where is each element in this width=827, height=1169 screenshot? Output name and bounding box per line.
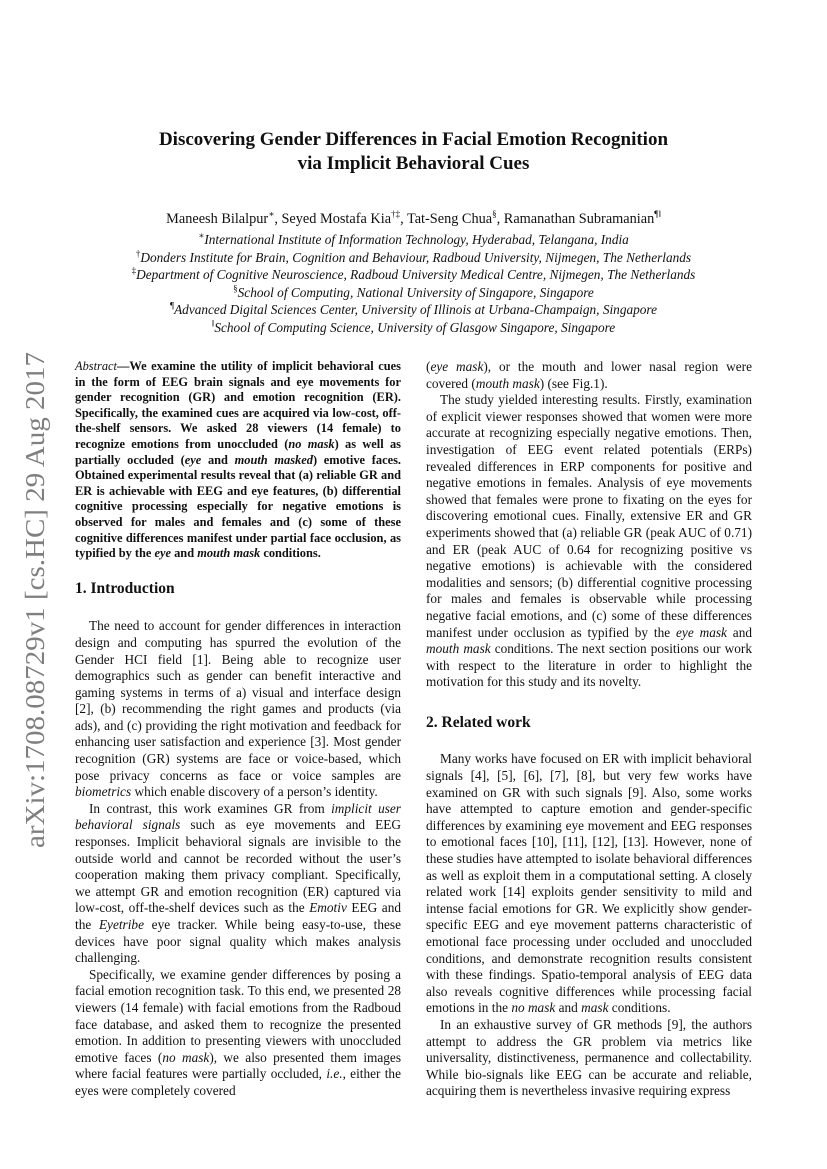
paragraph-emphasis: no mask bbox=[511, 1000, 556, 1016]
abstract bbox=[75, 359, 401, 562]
affiliation-mark: ∗ bbox=[198, 230, 205, 241]
author-name: Maneesh Bilalpur bbox=[166, 211, 269, 227]
abstract-text: ) as well as partially occluded ( bbox=[75, 436, 401, 467]
affiliation bbox=[60, 249, 767, 267]
intro-paragraph-1 bbox=[75, 618, 401, 801]
affiliation bbox=[60, 231, 767, 249]
paragraph-emphasis: mouth mask bbox=[426, 641, 491, 657]
related-work-paragraph-1 bbox=[426, 751, 752, 1017]
abstract-text: and bbox=[201, 452, 235, 467]
abstract-text: and bbox=[171, 546, 198, 561]
paragraph-emphasis: implicit user behavioral signals bbox=[75, 800, 401, 833]
affiliation-text: School of Computing Science, University of Glasgow Singapore, Singapore bbox=[214, 319, 616, 335]
affiliation-mark: ¶ bbox=[169, 300, 175, 311]
paragraph-text: The need to account for gender differences in interaction design and computing has spurred the evolution of the Gender HCI field [1]. Being able to recognize user demographics such as gender can benefit interactive and gaming systems in terms of a) visual and interface design [2], (b) recommending the right games and products (via ads), and (c) providing the right motivation and feedback for enhancing user satisfaction and experience [3]. Most gender recognition (GR) systems are face or voice-based, which pose privacy concerns as face or voice samples are bbox=[75, 618, 401, 783]
title-line-1: Discovering Gender Differences in Facial Emotion Recognition bbox=[158, 129, 669, 150]
abstract-text: —We examine the utility of implicit behavioral cues in the form of EEG brain signals and eye movements for gender recognition (GR) and emotion recognition (ER). Specifically, the examined cues are acquired via low-cost, off-the-shelf sensors. We asked 28 viewers (14 female) to recognize emotions from unoccluded ( bbox=[75, 359, 401, 451]
paragraph-emphasis: no mask bbox=[162, 1049, 210, 1065]
abstract-emphasis: eye bbox=[154, 546, 172, 561]
intro-paragraph-3 bbox=[75, 967, 401, 1100]
abstract-text: ) emotive faces. Obtained experimental results reveal that (a) reliable GR and ER is achievable with EEG and eye features, (b) differential cognitive processing especially for negative emotions is observed for males and females and (c) some of these cognitive differences manifest under partial face occlusion, as typified by the bbox=[75, 452, 401, 561]
affiliation-text: International Institute of Information Technology, Hyderabad, Telangana, India bbox=[204, 232, 629, 247]
paragraph-emphasis: mask bbox=[581, 1000, 609, 1016]
affiliation-list bbox=[60, 231, 767, 337]
abstract-emphasis: no mask bbox=[288, 436, 335, 451]
affiliation bbox=[60, 284, 767, 302]
affiliation-mark: † bbox=[135, 248, 141, 259]
affiliation bbox=[60, 266, 767, 284]
arxiv-identifier-stamp bbox=[2, 350, 60, 850]
paragraph-text: ( bbox=[426, 359, 431, 374]
affiliation bbox=[60, 319, 767, 337]
arxiv-id-text: arXiv:1708.08729v1 [cs.HC] 29 Aug 2017 bbox=[20, 386, 50, 848]
author-name: Tat-Seng Chua bbox=[406, 211, 493, 227]
paragraph-text: conditions. The next section positions our work with respect to the literature in order to highlight the motivation for this study and its novelty. bbox=[426, 641, 752, 690]
paragraph-text: eye tracker. While being easy-to-use, these devices have poor signal quality which makes analysis challenging. bbox=[75, 917, 401, 966]
paragraph-emphasis: mouth mask bbox=[475, 375, 540, 391]
abstract-emphasis: eye bbox=[184, 452, 202, 467]
paragraph-text: ), or the mouth and lower nasal region were covered ( bbox=[426, 359, 753, 391]
right-column bbox=[426, 359, 752, 1100]
affiliation bbox=[60, 301, 767, 319]
affiliation-text: Department of Cognitive Neuroscience, Radboud University Medical Centre, Nijmegen, The Netherlands bbox=[136, 267, 696, 283]
intro-paragraph-4 bbox=[426, 392, 752, 691]
paragraph-text: ), we also presented them images where facial features were partially occluded, bbox=[75, 1049, 402, 1082]
affiliation-text: School of Computing, National University of Singapore, Singapore bbox=[237, 284, 594, 300]
section-heading-introduction: 1. Introduction bbox=[75, 579, 175, 597]
title-line-2: via Implicit Behavioral Cues bbox=[297, 153, 530, 174]
abstract-text: conditions. bbox=[260, 546, 321, 561]
paragraph-text: ) (see Fig.1). bbox=[539, 375, 608, 391]
paragraph-emphasis: Eyetribe bbox=[98, 917, 144, 932]
section-heading-related-work: 2. Related work bbox=[426, 713, 531, 731]
paragraph-text: The study yielded interesting results. Firstly, examination of explicit viewer responses showed that women were more accurate at recognizing especially negative emotions. Then, investigation of EEG event related potentials (ERPs) revealed differences in ERP components for positive and negative emotions in females. Analysis of eye movements showed that females were prone to fixating on the eyes for discovering emotional cues. Finally, extensive ER and GR experiments showed that (a) reliable GR (peak AUC of 0.71) and ER (peak AUC of 0.64 for recognizing positive vs negative emotions) is achievable with the considered modalities and sensors; (b) differential cognitive processing for males and females is observable while processing negative facial emotions, and (c) some of these differences manifest under occlusion as typified by the bbox=[426, 392, 752, 640]
related-work-paragraph-2: In an exhaustive survey of GR methods [9], the authors attempt to address the GR problem via metrics like universality, distinctiveness, permanence and collectability. While bio-signals like EEG can be accurate and reliable, acquiring them is nevertheless invasive requiring express bbox=[426, 1016, 752, 1099]
paragraph-emphasis: eye mask bbox=[430, 359, 484, 374]
paragraph-text: such as eye movements and EEG responses. Implicit behavioral signals are invisible to the outside world and cannot be recorded without the user’s cooperation making them privacy compliant. Specifically, we attempt GR and emotion recognition (ER) captured via low-cost, off-the-shelf devices such as the bbox=[75, 817, 401, 916]
paragraph-text: and bbox=[555, 1000, 582, 1016]
author-mark: ∗ bbox=[268, 209, 275, 220]
paper-title bbox=[60, 128, 767, 176]
author-mark: ¶‖ bbox=[654, 209, 661, 220]
author-name: Seyed Mostafa Kia bbox=[281, 211, 392, 227]
paragraph-text: and bbox=[726, 624, 752, 640]
abstract-label: Abstract bbox=[75, 359, 117, 373]
paragraph-emphasis: eye mask bbox=[676, 624, 727, 640]
author-list: Maneesh Bilalpur∗, Seyed Mostafa Kia†‡, Tat-Seng Chua§, Ramanathan Subramanian¶‖ bbox=[166, 209, 661, 227]
paragraph-text: EEG and the bbox=[75, 900, 401, 932]
paragraph-text: which enable discovery of a person’s identity. bbox=[131, 784, 378, 800]
affiliation-mark: § bbox=[233, 283, 238, 294]
affiliation-text: Donders Institute for Brain, Cognition and Behaviour, Radboud University, Nijmegen, The Netherlands bbox=[140, 249, 692, 265]
paragraph-text: Specifically, we examine gender differences by posing a facial emotion recognition task. To this end, we presented 28 viewers (14 female) with facial emotions from the Radboud face database, and asked them to recognize the presented emotion. In addition to presenting viewers with unoccluded emotive faces ( bbox=[75, 966, 401, 1065]
affiliation-text: Advanced Digital Sciences Center, University of Illinois at Urbana-Champaign, Singapore bbox=[174, 302, 657, 318]
intro-paragraph-2 bbox=[75, 801, 401, 967]
paragraph-text: , either the eyes were completely covered bbox=[75, 1066, 401, 1098]
author-mark: †‡ bbox=[391, 209, 401, 220]
paragraph-emphasis: i.e. bbox=[326, 1066, 343, 1082]
intro-continuation bbox=[426, 359, 752, 392]
left-column bbox=[75, 359, 401, 1100]
paragraph-text: In contrast, this work examines GR from bbox=[89, 800, 332, 816]
abstract-emphasis: mouth mask bbox=[197, 546, 261, 561]
author-mark: § bbox=[492, 209, 497, 220]
affiliation-mark: ‡ bbox=[131, 265, 137, 276]
paragraph-emphasis: biometrics bbox=[75, 784, 132, 800]
paragraph-text: Many works have focused on ER with implicit behavioral signals [4], [5], [6], [7], [8], but very few works have examined on GR with such signals [9]. Also, some works have attempted to capture emotion and gender-specific differences by examining eye movement and EEG responses to emotional faces [10], [11], [12], [13]. However, none of these studies have attempted to isolate behavioral differences as well as exploit them in a computational setting. A closely related work [14] exploits gender sensitivity to mild and intense facial emotions for GR. We explicitly show gender-specific EEG and eye movement patterns characteristic of emotional face processing under occluded and unoccluded conditions, and demonstrate recognition results consistent with these findings. Spatio-temporal analysis of EEG data also reveals cognitive differences while processing facial emotions in the bbox=[426, 751, 752, 1016]
author-name: Ramanathan Subramanian bbox=[503, 211, 655, 227]
abstract-emphasis: mouth masked bbox=[234, 452, 313, 467]
paragraph-emphasis: Emotiv bbox=[309, 900, 347, 916]
affiliation-mark: ‖ bbox=[211, 318, 215, 329]
paragraph-text: conditions. bbox=[608, 1000, 671, 1016]
